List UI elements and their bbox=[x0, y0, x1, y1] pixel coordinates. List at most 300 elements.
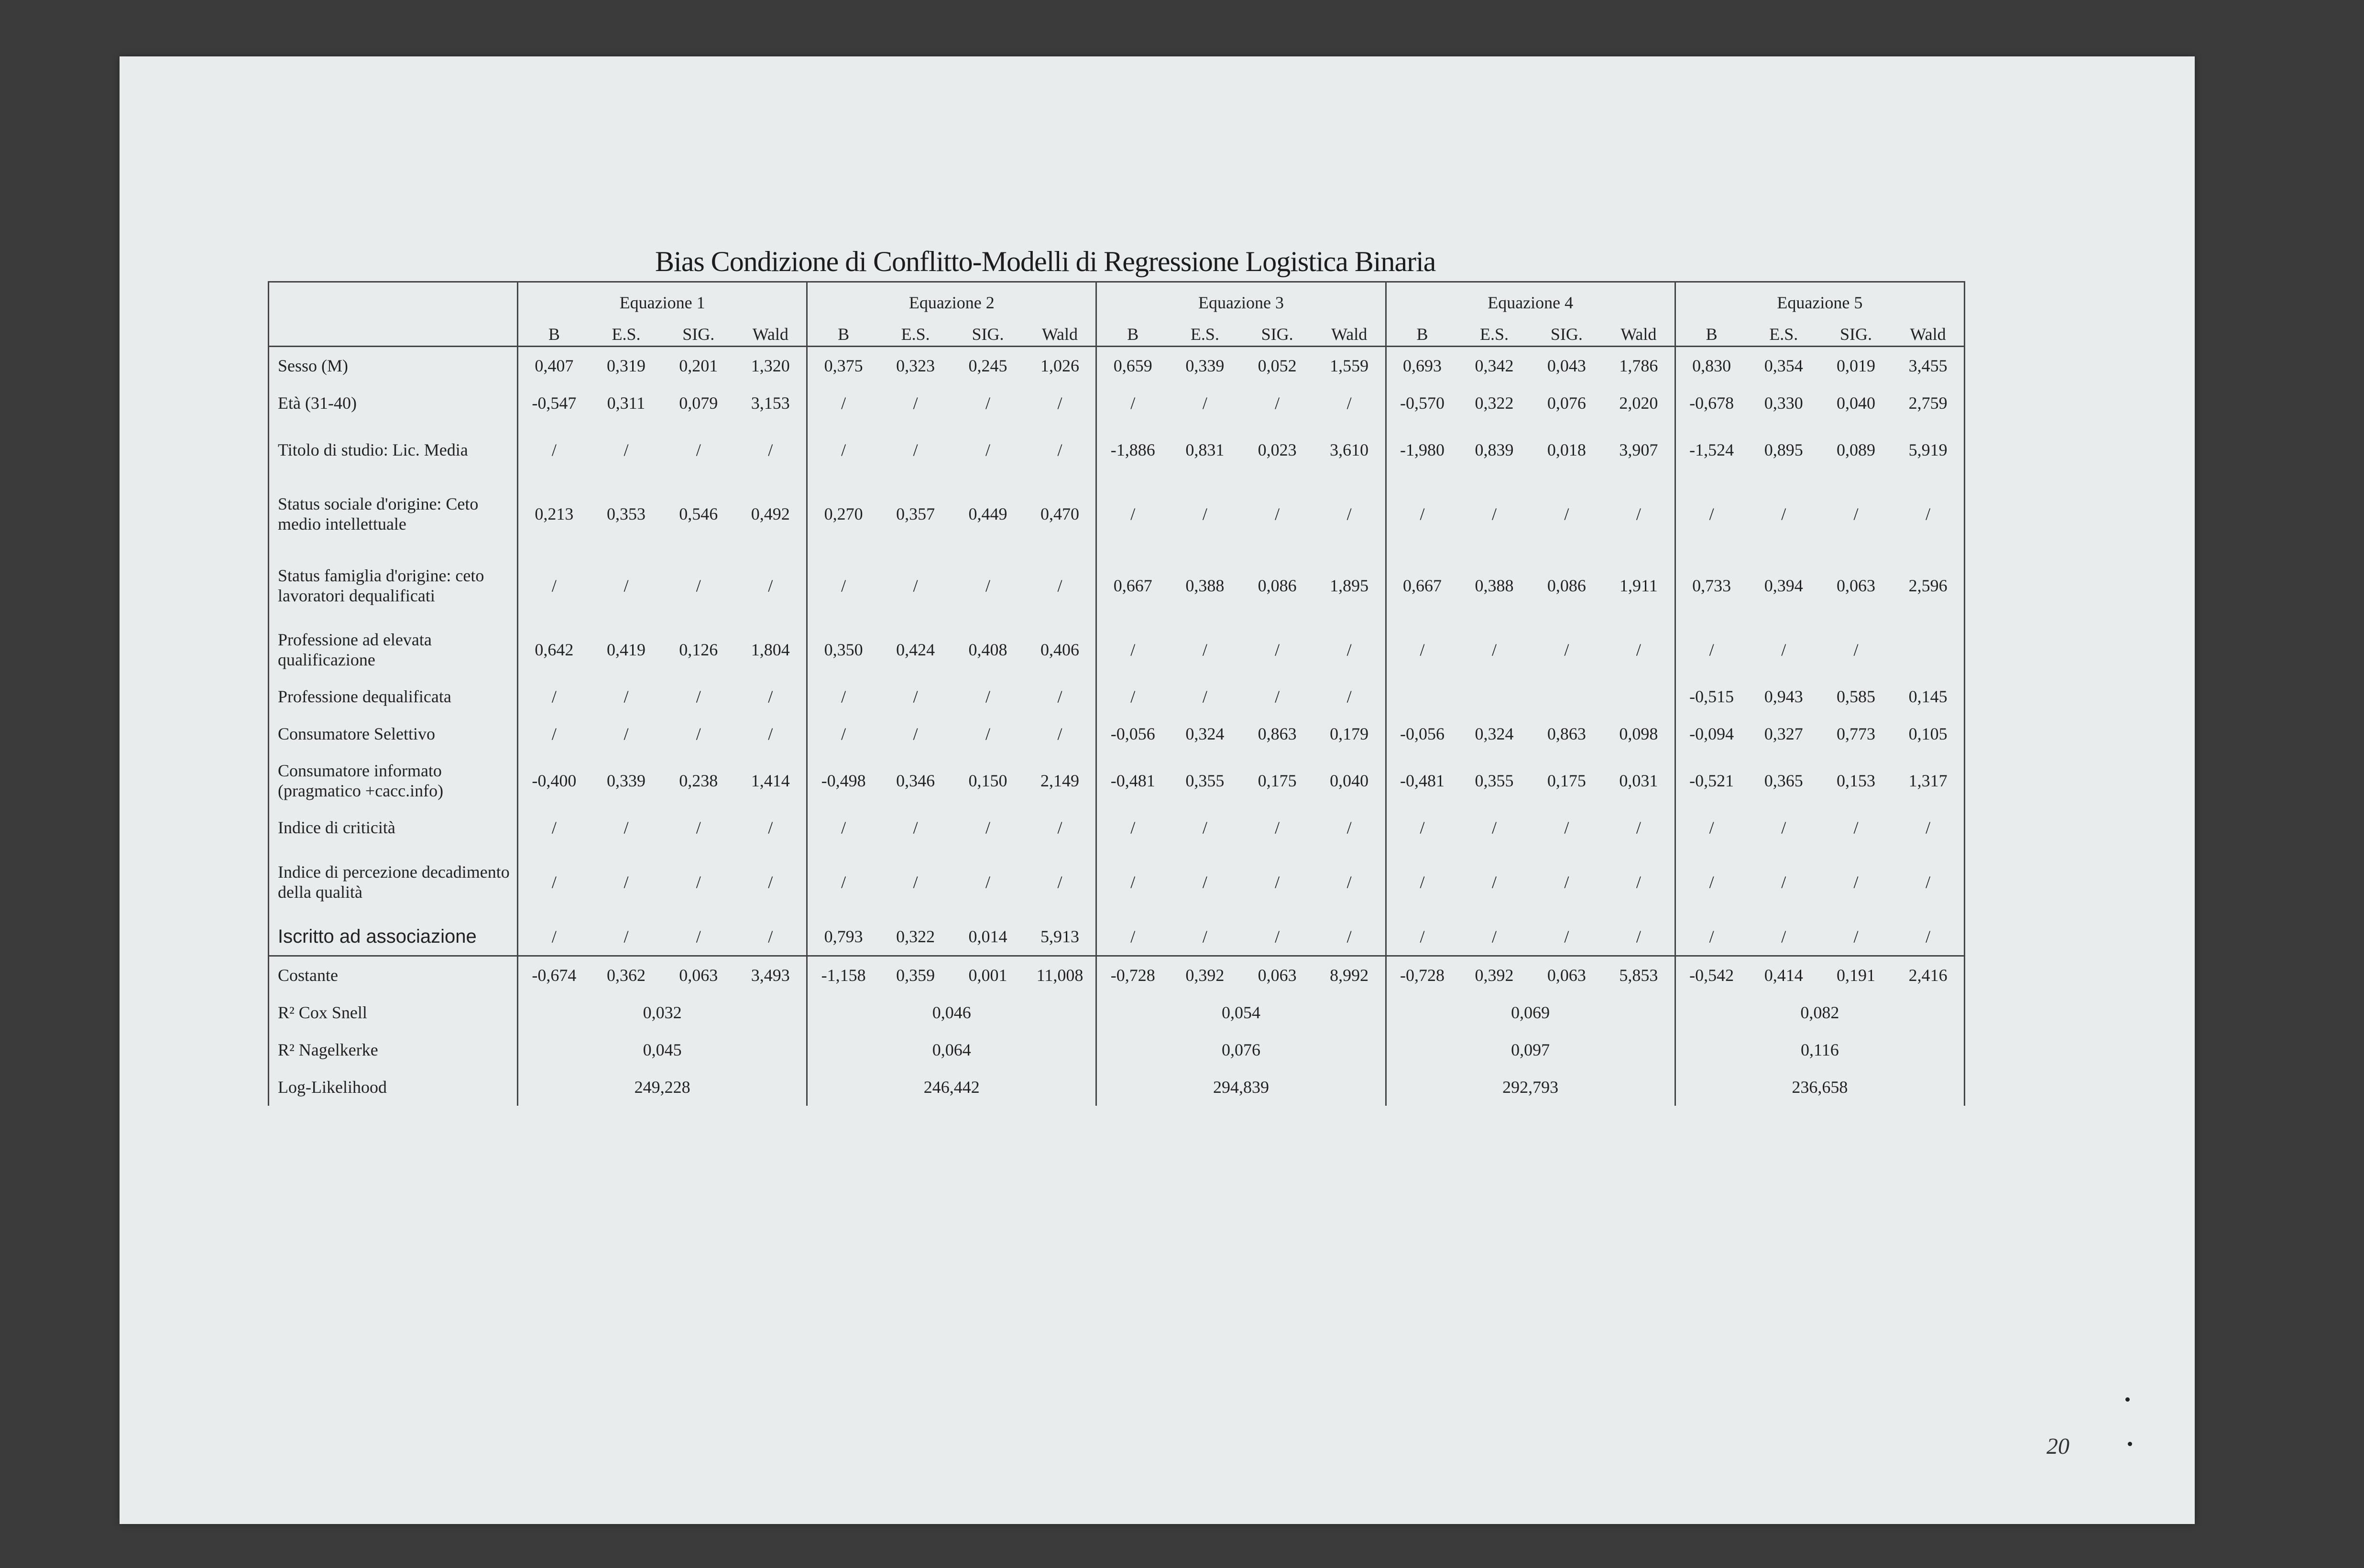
cell-value: 0,585 bbox=[1837, 687, 1875, 706]
cell-value: 0,354 bbox=[1764, 356, 1803, 375]
cell-value: / bbox=[1675, 918, 1747, 956]
cell-value: 0,733 bbox=[1675, 550, 1747, 621]
cell-value: / bbox=[1346, 393, 1352, 413]
cell-value: / bbox=[1346, 872, 1352, 892]
cell-value: 0,365 bbox=[1764, 771, 1803, 790]
cell-value: / bbox=[768, 872, 773, 892]
cell-value: / bbox=[913, 440, 918, 459]
cell-value: 5,853 bbox=[1603, 956, 1675, 994]
cell-value: 0,063 bbox=[1837, 576, 1875, 595]
cell-value: / bbox=[807, 550, 879, 621]
paper-sheet bbox=[120, 56, 2195, 1524]
cell-value: 0,079 bbox=[679, 393, 718, 413]
cell-value: / bbox=[807, 422, 879, 478]
cell-value: / bbox=[1346, 687, 1352, 706]
cell-value: / bbox=[1096, 918, 1169, 956]
page-number: 20 bbox=[2047, 1434, 2069, 1459]
col-header: E.S. bbox=[901, 324, 930, 344]
cell-value: / bbox=[1531, 918, 1603, 956]
cell-value: / bbox=[1748, 918, 1820, 956]
cell-value: / bbox=[807, 715, 879, 752]
cell-value: / bbox=[1275, 640, 1280, 659]
table-row bbox=[269, 846, 1965, 918]
stat-value: 246,442 bbox=[807, 1068, 1096, 1106]
cell-value: / bbox=[1636, 640, 1641, 659]
col-header: Wald bbox=[1041, 324, 1078, 344]
cell-value: / bbox=[696, 440, 701, 459]
cell-value: 2,596 bbox=[1892, 550, 1964, 621]
cell-value: 0,238 bbox=[679, 771, 718, 790]
cell-value: -0,094 bbox=[1675, 715, 1747, 752]
cell-value: / bbox=[1892, 846, 1964, 918]
cell-value: / bbox=[1202, 640, 1207, 659]
cell-value: 0,407 bbox=[518, 347, 590, 385]
col-header: Wald bbox=[1331, 324, 1368, 344]
cell-value: -0,728 bbox=[1096, 956, 1169, 994]
cell-value: / bbox=[1636, 872, 1641, 892]
cell-value: / bbox=[913, 818, 918, 837]
cell-value: / bbox=[1202, 504, 1207, 523]
cell-value: / bbox=[1492, 640, 1497, 659]
cell-value: 0,153 bbox=[1837, 771, 1875, 790]
stat-value: 294,839 bbox=[1096, 1068, 1386, 1106]
cell-value: / bbox=[1346, 504, 1352, 523]
cell-value: -0,481 bbox=[1386, 752, 1458, 809]
cell-value: / bbox=[1853, 640, 1859, 659]
cell-value: / bbox=[807, 678, 879, 715]
table-row bbox=[269, 550, 1965, 621]
cell-value: 0,388 bbox=[1475, 576, 1514, 595]
cell-value: / bbox=[1675, 809, 1747, 846]
row-label: Status sociale d'origine: Ceto medio intellettuale bbox=[269, 478, 518, 550]
cell-value: 0,311 bbox=[607, 393, 646, 413]
cell-value: / bbox=[624, 724, 629, 743]
cell-value: / bbox=[1057, 440, 1062, 459]
cell-value: / bbox=[913, 872, 918, 892]
stat-value: 0,064 bbox=[807, 1031, 1096, 1068]
cell-value: 3,153 bbox=[751, 393, 790, 413]
stat-value: 0,046 bbox=[807, 994, 1096, 1031]
cell-value: / bbox=[985, 724, 990, 743]
cell-value: 0,245 bbox=[968, 356, 1007, 375]
cell-value: / bbox=[1313, 918, 1386, 956]
cell-value: / bbox=[1275, 872, 1280, 892]
header-corner bbox=[269, 282, 518, 323]
cell-value: / bbox=[807, 384, 879, 422]
col-header: B bbox=[1386, 323, 1458, 347]
cell-value: 1,414 bbox=[751, 771, 790, 790]
cell-value: 0,324 bbox=[1185, 724, 1225, 743]
header-blank bbox=[269, 323, 518, 347]
stat-value: 0,032 bbox=[518, 994, 807, 1031]
cell-value: / bbox=[1492, 818, 1497, 837]
cell-value: 0,492 bbox=[751, 504, 790, 523]
cell-value: / bbox=[1096, 678, 1169, 715]
cell-value: / bbox=[768, 576, 773, 595]
cell-value: 0,350 bbox=[807, 621, 879, 678]
cell-value: / bbox=[985, 687, 990, 706]
cell-value: 0,063 bbox=[1241, 956, 1313, 994]
cell-value: 1,804 bbox=[751, 640, 790, 659]
col-header: E.S. bbox=[1480, 324, 1509, 344]
cell-value: 2,020 bbox=[1619, 393, 1658, 413]
cell-value: / bbox=[985, 440, 990, 459]
col-header: E.S. bbox=[612, 324, 641, 344]
cell-value: / bbox=[768, 687, 773, 706]
cell-value: 0,419 bbox=[606, 640, 646, 659]
cell-value: / bbox=[734, 918, 807, 956]
cell-value: 0,357 bbox=[896, 504, 935, 523]
cell-value: 1,320 bbox=[751, 356, 790, 375]
col-header: B bbox=[1096, 323, 1169, 347]
cell-value: -1,886 bbox=[1096, 422, 1169, 478]
table-row bbox=[269, 347, 1965, 385]
cell-value: / bbox=[1853, 504, 1859, 523]
cell-value: / bbox=[1202, 818, 1207, 837]
cell-value: / bbox=[624, 818, 629, 837]
cell-value: / bbox=[624, 872, 629, 892]
stat-value: 249,228 bbox=[518, 1068, 807, 1106]
cell-value: 1,911 bbox=[1620, 576, 1658, 595]
table-row bbox=[269, 384, 1965, 422]
cell-value: / bbox=[1057, 872, 1062, 892]
col-header: E.S. bbox=[1190, 324, 1219, 344]
cell-value: 0,359 bbox=[879, 956, 952, 994]
cell-value: / bbox=[807, 846, 879, 918]
cell-value: / bbox=[1603, 918, 1675, 956]
col-header: SIG. bbox=[1261, 324, 1293, 344]
cell-value: / bbox=[913, 576, 918, 595]
cell-value: 0,052 bbox=[1258, 356, 1297, 375]
table-row bbox=[269, 752, 1965, 809]
cell-value: 0,362 bbox=[590, 956, 662, 994]
row-label: Professione ad elevata qualificazione bbox=[269, 621, 518, 678]
cell-value: 5,913 bbox=[1024, 918, 1096, 956]
col-header: B bbox=[518, 323, 590, 347]
cell-value: 0,191 bbox=[1820, 956, 1892, 994]
cell-value: 0,327 bbox=[1764, 724, 1803, 743]
cell-value: / bbox=[1853, 872, 1859, 892]
cell-value: -0,678 bbox=[1675, 384, 1747, 422]
cell-value: / bbox=[1096, 621, 1169, 678]
cell-value: / bbox=[624, 687, 629, 706]
row-label: Indice di criticità bbox=[269, 809, 518, 846]
cell-value: / bbox=[518, 846, 590, 918]
col-header: SIG. bbox=[1840, 324, 1872, 344]
cell-value: 0,943 bbox=[1764, 687, 1803, 706]
cell-value: 2,759 bbox=[1892, 384, 1964, 422]
cell-value bbox=[1603, 678, 1675, 715]
cell-value: 0,150 bbox=[968, 771, 1007, 790]
cell-value: / bbox=[1346, 640, 1352, 659]
col-header: SIG. bbox=[972, 324, 1004, 344]
cell-value: / bbox=[1781, 504, 1786, 523]
cell-value: / bbox=[985, 818, 990, 837]
cell-value: / bbox=[1202, 872, 1207, 892]
cell-value: / bbox=[985, 393, 990, 413]
table-row bbox=[269, 918, 1965, 956]
cell-value: / bbox=[1675, 621, 1747, 678]
cell-value: 0,105 bbox=[1892, 715, 1964, 752]
table-title: Bias Condizione di Conflitto-Modelli di Regressione Logistica Binaria bbox=[655, 246, 1436, 277]
cell-value: 3,455 bbox=[1892, 347, 1964, 385]
cell-value: 5,919 bbox=[1892, 422, 1964, 478]
cell-value: / bbox=[1096, 478, 1169, 550]
stat-value: 0,069 bbox=[1386, 994, 1675, 1031]
cell-value: / bbox=[1386, 918, 1458, 956]
cell-value: / bbox=[1241, 918, 1313, 956]
cell-value: / bbox=[1346, 818, 1352, 837]
cell-value: 0,098 bbox=[1619, 724, 1658, 743]
cell-value: 0,346 bbox=[896, 771, 935, 790]
cell-value: / bbox=[696, 687, 701, 706]
cell-value: 0,793 bbox=[807, 918, 879, 956]
stat-row bbox=[269, 1068, 1965, 1106]
cell-value: 0,667 bbox=[1096, 550, 1169, 621]
cell-value: / bbox=[913, 724, 918, 743]
cell-value: 0,863 bbox=[1258, 724, 1297, 743]
cell-value: / bbox=[1202, 687, 1207, 706]
cell-value: 3,907 bbox=[1619, 440, 1658, 459]
cell-value: 0,330 bbox=[1764, 393, 1803, 413]
cell-value: / bbox=[1892, 918, 1964, 956]
col-header: B bbox=[1675, 323, 1747, 347]
cell-value: 0,773 bbox=[1837, 724, 1875, 743]
cell-value: / bbox=[696, 872, 701, 892]
cell-value: 11,008 bbox=[1024, 956, 1096, 994]
stat-value: 0,076 bbox=[1096, 1031, 1386, 1068]
cell-value: 0,339 bbox=[1185, 356, 1225, 375]
cell-value: / bbox=[985, 576, 990, 595]
stat-row bbox=[269, 1031, 1965, 1068]
cell-value: 0,353 bbox=[606, 504, 646, 523]
cell-value: / bbox=[696, 724, 701, 743]
stat-value: 236,658 bbox=[1675, 1068, 1964, 1106]
cell-value: / bbox=[1057, 724, 1062, 743]
cell-value: / bbox=[1096, 846, 1169, 918]
cell-value: 0,392 bbox=[1169, 956, 1241, 994]
cell-value: -0,521 bbox=[1675, 752, 1747, 809]
cell-value: 3,610 bbox=[1330, 440, 1369, 459]
cell-value: / bbox=[1275, 504, 1280, 523]
row-label: Indice di percezione decadimento della qualità bbox=[269, 846, 518, 918]
cell-value: 0,659 bbox=[1096, 347, 1169, 385]
cell-value: / bbox=[1057, 687, 1062, 706]
cell-value: / bbox=[1169, 918, 1241, 956]
equation-header: Equazione 3 bbox=[1096, 282, 1386, 323]
cell-value: 0,323 bbox=[896, 356, 935, 375]
cell-value: / bbox=[1275, 687, 1280, 706]
cell-value: / bbox=[768, 440, 773, 459]
cell-value: 0,831 bbox=[1185, 440, 1225, 459]
cell-value: -0,498 bbox=[807, 752, 879, 809]
cell-value: 0,324 bbox=[1475, 724, 1514, 743]
cell-value: / bbox=[1564, 872, 1569, 892]
cell-value: 0,201 bbox=[679, 356, 718, 375]
cell-value: / bbox=[1386, 809, 1458, 846]
cell-value: / bbox=[696, 818, 701, 837]
col-header: B bbox=[807, 323, 879, 347]
cell-value: / bbox=[1564, 504, 1569, 523]
stat-value: 0,097 bbox=[1386, 1031, 1675, 1068]
cell-value bbox=[1458, 678, 1530, 715]
cell-value: 0,126 bbox=[679, 640, 718, 659]
cell-value: 0,322 bbox=[1475, 393, 1514, 413]
cell-value: / bbox=[1458, 918, 1530, 956]
cell-value: 0,394 bbox=[1764, 576, 1803, 595]
equation-header: Equazione 5 bbox=[1675, 282, 1964, 323]
cell-value bbox=[1386, 678, 1458, 715]
cell-value: / bbox=[1096, 809, 1169, 846]
cell-value: 0,839 bbox=[1475, 440, 1514, 459]
table-row bbox=[269, 956, 1965, 994]
equation-header: Equazione 1 bbox=[518, 282, 807, 323]
cell-value: 0,339 bbox=[606, 771, 646, 790]
cell-value: 0,063 bbox=[662, 956, 734, 994]
table-row bbox=[269, 422, 1965, 478]
speck-mark bbox=[2128, 1442, 2132, 1446]
cell-value bbox=[1531, 678, 1603, 715]
cell-value: 0,408 bbox=[968, 640, 1007, 659]
cell-value: / bbox=[1853, 818, 1859, 837]
row-label: Consumatore Selettivo bbox=[269, 715, 518, 752]
cell-value: 1,895 bbox=[1330, 576, 1369, 595]
cell-value: 0,375 bbox=[807, 347, 879, 385]
cell-value: 0,018 bbox=[1547, 440, 1586, 459]
cell-value: 0,019 bbox=[1837, 356, 1875, 375]
row-label: Sesso (M) bbox=[269, 347, 518, 385]
stat-label: R² Cox Snell bbox=[269, 994, 518, 1031]
cell-value: / bbox=[1057, 393, 1062, 413]
cell-value: 0,470 bbox=[1040, 504, 1079, 523]
col-header: SIG. bbox=[1550, 324, 1583, 344]
col-header: Wald bbox=[1892, 323, 1964, 347]
cell-value: / bbox=[1202, 393, 1207, 413]
table-row bbox=[269, 478, 1965, 550]
regression-table bbox=[268, 281, 1965, 1106]
table-body bbox=[269, 347, 1965, 1106]
cell-value: 0,014 bbox=[952, 918, 1024, 956]
cell-value: 0,145 bbox=[1892, 678, 1964, 715]
cell-value: 0,667 bbox=[1386, 550, 1458, 621]
cell-value: -0,547 bbox=[518, 384, 590, 422]
cell-value: 0,449 bbox=[968, 504, 1007, 523]
cell-value: 0,693 bbox=[1386, 347, 1458, 385]
stat-value: 0,054 bbox=[1096, 994, 1386, 1031]
cell-value: -0,728 bbox=[1386, 956, 1458, 994]
col-header: E.S. bbox=[1769, 324, 1798, 344]
cell-value: / bbox=[1275, 393, 1280, 413]
cell-value: / bbox=[696, 576, 701, 595]
cell-value: -0,056 bbox=[1386, 715, 1458, 752]
cell-value: 8,992 bbox=[1313, 956, 1386, 994]
equation-header: Equazione 2 bbox=[807, 282, 1096, 323]
table-row bbox=[269, 715, 1965, 752]
equation-header: Equazione 4 bbox=[1386, 282, 1675, 323]
cell-value: 0,175 bbox=[1547, 771, 1586, 790]
stat-label: R² Nagelkerke bbox=[269, 1031, 518, 1068]
cell-value: 2,416 bbox=[1892, 956, 1964, 994]
col-header: Wald bbox=[752, 324, 788, 344]
cell-value: / bbox=[1781, 818, 1786, 837]
cell-value: / bbox=[1675, 478, 1747, 550]
row-label: Iscritto ad associazione bbox=[269, 918, 518, 956]
cell-value: / bbox=[1492, 872, 1497, 892]
cell-value: 0,830 bbox=[1675, 347, 1747, 385]
cell-value: / bbox=[1636, 818, 1641, 837]
cell-value: 0,342 bbox=[1475, 356, 1514, 375]
cell-value: 0,406 bbox=[1040, 640, 1079, 659]
cell-value: / bbox=[1564, 640, 1569, 659]
cell-value: / bbox=[1057, 576, 1062, 595]
cell-value: / bbox=[518, 550, 590, 621]
cell-value: 1,026 bbox=[1040, 356, 1079, 375]
row-label: Consumatore informato (pragmatico +cacc.info) bbox=[269, 752, 518, 809]
cell-value: 0,076 bbox=[1547, 393, 1586, 413]
stat-value: 0,116 bbox=[1675, 1031, 1964, 1068]
table-row bbox=[269, 678, 1965, 715]
cell-value: / bbox=[624, 576, 629, 595]
stat-value: 0,045 bbox=[518, 1031, 807, 1068]
cell-value: -0,400 bbox=[518, 752, 590, 809]
cell-value: 0,089 bbox=[1837, 440, 1875, 459]
cell-value: / bbox=[1781, 872, 1786, 892]
cell-value: / bbox=[1781, 640, 1786, 659]
stat-row bbox=[269, 994, 1965, 1031]
cell-value: / bbox=[1386, 478, 1458, 550]
speck-mark bbox=[2125, 1397, 2130, 1402]
cell-value: / bbox=[985, 872, 990, 892]
cell-value: / bbox=[518, 809, 590, 846]
cell-value: / bbox=[913, 687, 918, 706]
cell-value: 0,388 bbox=[1185, 576, 1225, 595]
cell-value: 1,786 bbox=[1619, 356, 1658, 375]
cell-value: / bbox=[1096, 384, 1169, 422]
cell-value: 0,040 bbox=[1330, 771, 1369, 790]
table-row bbox=[269, 809, 1965, 846]
cell-value: / bbox=[518, 422, 590, 478]
cell-value: -1,158 bbox=[807, 956, 879, 994]
cell-value: 0,063 bbox=[1531, 956, 1603, 994]
cell-value: / bbox=[1386, 846, 1458, 918]
cell-value: 0,086 bbox=[1258, 576, 1297, 595]
cell-value: 0,213 bbox=[518, 478, 590, 550]
cell-value: / bbox=[518, 678, 590, 715]
cell-value: / bbox=[1636, 504, 1641, 523]
cell-value: / bbox=[662, 918, 734, 956]
row-label: Costante bbox=[269, 956, 518, 994]
cell-value: / bbox=[624, 440, 629, 459]
cell-value: / bbox=[1492, 504, 1497, 523]
row-label: Professione dequalificata bbox=[269, 678, 518, 715]
cell-value: 0,863 bbox=[1547, 724, 1586, 743]
cell-value: / bbox=[1564, 818, 1569, 837]
cell-value: 0,031 bbox=[1619, 771, 1658, 790]
stat-label: Log-Likelihood bbox=[269, 1068, 518, 1106]
row-label: Status famiglia d'origine: ceto lavoratori dequalificati bbox=[269, 550, 518, 621]
cell-value: / bbox=[768, 818, 773, 837]
cell-value: 1,559 bbox=[1330, 356, 1369, 375]
stat-value: 0,082 bbox=[1675, 994, 1964, 1031]
cell-value: / bbox=[1675, 846, 1747, 918]
cell-value: 0,043 bbox=[1547, 356, 1586, 375]
cell-value: / bbox=[1820, 918, 1892, 956]
cell-value: 1,317 bbox=[1892, 752, 1964, 809]
cell-value: 0,023 bbox=[1258, 440, 1297, 459]
cell-value bbox=[1892, 621, 1964, 678]
cell-value: / bbox=[1892, 478, 1964, 550]
cell-value: -0,515 bbox=[1675, 678, 1747, 715]
